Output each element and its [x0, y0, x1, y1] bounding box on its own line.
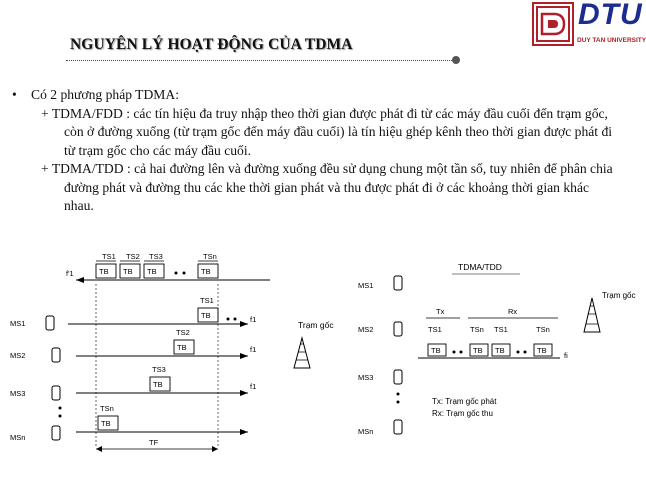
slot-label: TS1 [428, 325, 442, 334]
station-label: MS2 [358, 325, 374, 334]
logo-emblem-icon [532, 2, 574, 46]
diagram-title: TDMA/TDD [458, 262, 502, 272]
logo-subtitle: DUY TAN UNIVERSITY [577, 37, 646, 44]
bullet-symbol: • [12, 87, 17, 102]
tdd-diagram [348, 252, 636, 452]
block-label: TB [99, 267, 109, 276]
sub-item-tdd: + TDMA/TDD : cả hai đường lên và đường xuống đều sử dụng chung một tần số, tuy nhiên để phân chia đường phát và đường thu các khe thời gian phát và thu được phát đi ở các khoảng thời gian khác nhau. [41, 161, 613, 213]
slot-label: TSn [536, 325, 550, 334]
block-label: TB [101, 419, 111, 428]
station-label: MS3 [358, 373, 374, 382]
station-label: MS1 [358, 281, 374, 290]
base-station-label: Trạm gốc [298, 320, 334, 330]
slot-label: TS2 [176, 328, 190, 337]
slot-label: TS3 [149, 252, 163, 261]
slot-label: TS1 [494, 325, 508, 334]
block-label: TB [431, 346, 441, 355]
slide-body [12, 86, 622, 216]
freq-label: f1 [250, 315, 257, 324]
sub-item-fdd: + TDMA/FDD : các tín hiệu đa truy nhập theo thời gian được phát đi từ các máy đầu cuối đến trạm gốc, còn ở đường xuống (từ trạm gốc đến máy đầu cuối) là tín hiệu ghép kênh theo thời gian được phát đi từ trạm gốc cho các máy đầu cuối. [41, 105, 613, 158]
station-label: MS2 [10, 351, 26, 360]
msn-row [10, 404, 248, 442]
slot-label: TS3 [152, 365, 166, 374]
slot-label: TS1 [102, 252, 116, 261]
freq-label: f'1 [66, 269, 74, 278]
slot-label: TSn [470, 325, 484, 334]
block-label: TB [147, 267, 157, 276]
logo-text: DTU [578, 0, 643, 31]
block-label: TB [473, 346, 483, 355]
downlink-row [66, 252, 270, 446]
block-label: TB [177, 343, 187, 352]
ms1-row [10, 296, 256, 330]
station-label: MSn [358, 427, 374, 436]
ms2-row [10, 328, 256, 362]
legend-rx: Rx: Trạm gốc thu [432, 409, 493, 418]
ms3-row [10, 365, 256, 400]
title-divider [66, 60, 456, 61]
base-station-icon [584, 291, 636, 332]
block-label: TB [153, 380, 163, 389]
legend-tx: Tx: Trạm gốc phát [432, 397, 497, 406]
block-label: TB [123, 267, 133, 276]
university-logo [532, 0, 646, 48]
block-label: TB [201, 267, 211, 276]
block-label: TB [495, 346, 505, 355]
slide-title: NGUYÊN LÝ HOẠT ĐỘNG CỦA TDMA [70, 36, 353, 53]
station-label: MS1 [10, 319, 26, 328]
slot-label: TS1 [200, 296, 214, 305]
block-label: TB [537, 346, 547, 355]
fdd-diagram [8, 246, 334, 474]
slot-label: TS2 [126, 252, 140, 261]
block-label: TB [201, 311, 211, 320]
slot-label: TSn [100, 404, 114, 413]
freq-label: f1 [250, 382, 257, 391]
station-label: MS3 [10, 389, 26, 398]
base-station-label: Trạm gốc [602, 291, 636, 300]
slot-label: TSn [203, 252, 217, 261]
bullet-intro: Có 2 phương pháp TDMA: [31, 87, 179, 102]
tx-label: Tx [436, 307, 445, 316]
base-station-icon [294, 320, 334, 368]
freq-label: f1 [250, 345, 257, 354]
frame-label: TF [149, 438, 159, 447]
freq-label: fi [564, 351, 568, 360]
rx-label: Rx [508, 307, 518, 316]
title-divider-dot [452, 56, 460, 64]
station-label: MSn [10, 433, 26, 442]
bullet-item [12, 86, 622, 105]
